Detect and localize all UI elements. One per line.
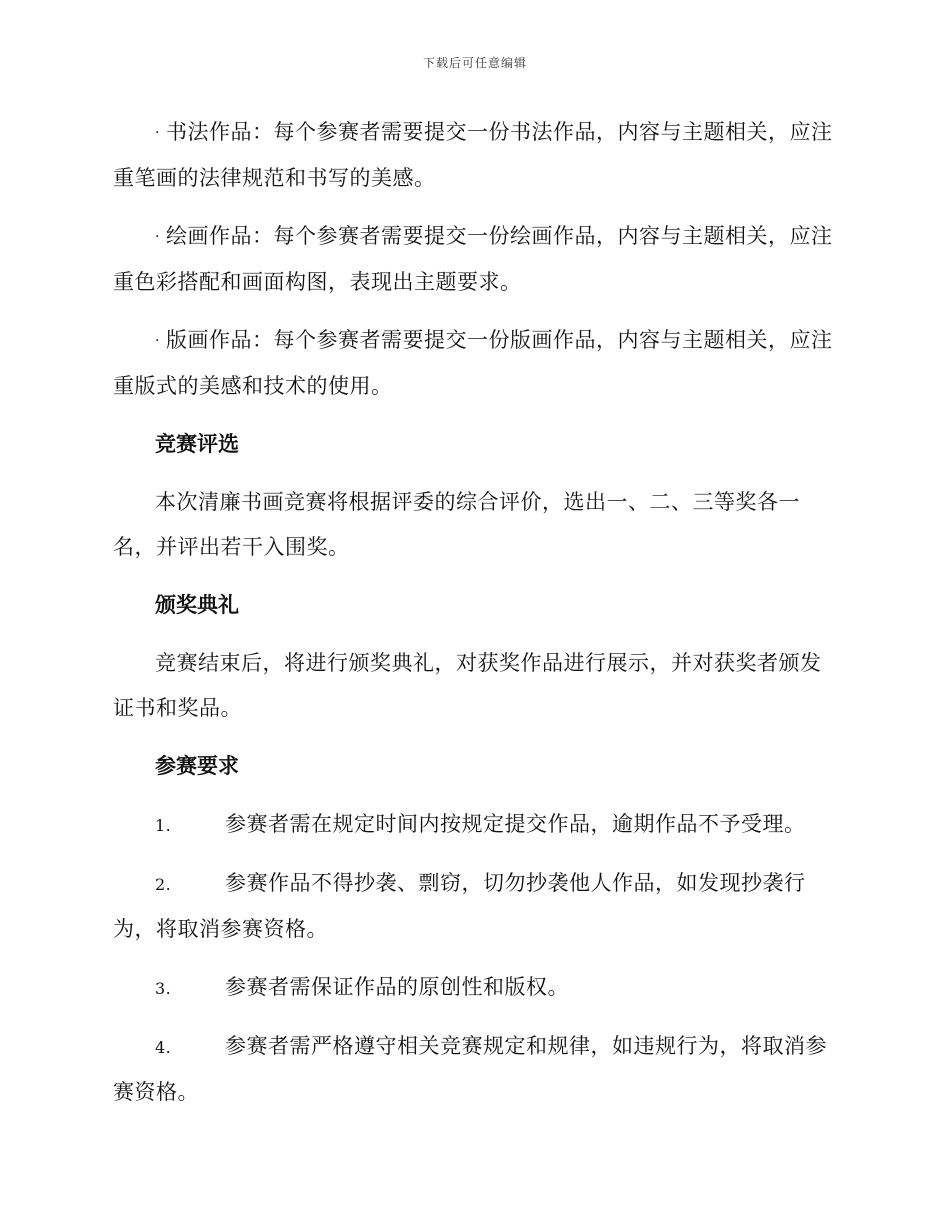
requirement-item <box>113 1024 835 1115</box>
work-item-print <box>113 318 835 409</box>
work-item-calligraphy <box>113 110 835 201</box>
section-heading-ceremony: 颁奖典礼 <box>155 593 239 617</box>
requirement-number: 2. <box>155 875 172 894</box>
bullet-dot: · <box>155 333 160 349</box>
requirement-item <box>113 802 835 848</box>
requirement-number: 1. <box>155 816 172 835</box>
work-item-text: 版画作品：每个参赛者需要提交一份版画作品，内容与主题相关，应注重版式的美感和技术的使用。 <box>113 328 833 398</box>
requirement-text: 参赛者需保证作品的原创性和版权。 <box>225 975 569 999</box>
work-item-text: 书法作品：每个参赛者需要提交一份书法作品，内容与主题相关，应注重笔画的法律规范和书写的美感。 <box>113 120 833 190</box>
requirement-item <box>113 965 835 1011</box>
work-item-painting <box>113 214 835 305</box>
bullet-dot: · <box>155 229 160 245</box>
requirement-text: 参赛作品不得抄袭、剽窃，切勿抄袭他人作品，如发现抄袭行为，将取消参赛资格。 <box>113 871 806 941</box>
bullet-dot: · <box>155 125 160 141</box>
work-item-text: 绘画作品：每个参赛者需要提交一份绘画作品，内容与主题相关，应注重色彩搭配和画面构图，表现出主题要求。 <box>113 224 833 294</box>
requirement-item <box>113 861 835 952</box>
document-body <box>113 110 835 1128</box>
section-body-ceremony: 竞赛结束后，将进行颁奖典礼，对获奖作品进行展示，并对获奖者颁发证书和奖品。 <box>113 651 822 720</box>
requirement-number: 3. <box>155 979 172 998</box>
section-heading-selection: 竞赛评选 <box>155 432 239 456</box>
requirement-number: 4. <box>155 1038 172 1057</box>
section-body-selection: 本次清廉书画竞赛将根据评委的综合评价，选出一、二、三等奖各一名，并评出若干入围奖。 <box>113 490 800 559</box>
page-header-note: 下载后可任意编辑 <box>422 56 527 70</box>
requirement-text: 参赛者需在规定时间内按规定提交作品，逾期作品不予受理。 <box>225 812 806 836</box>
section-heading-requirements: 参赛要求 <box>155 754 239 778</box>
requirement-text: 参赛者需严格遵守相关竞赛规定和规律，如违规行为，将取消参赛资格。 <box>113 1034 827 1104</box>
